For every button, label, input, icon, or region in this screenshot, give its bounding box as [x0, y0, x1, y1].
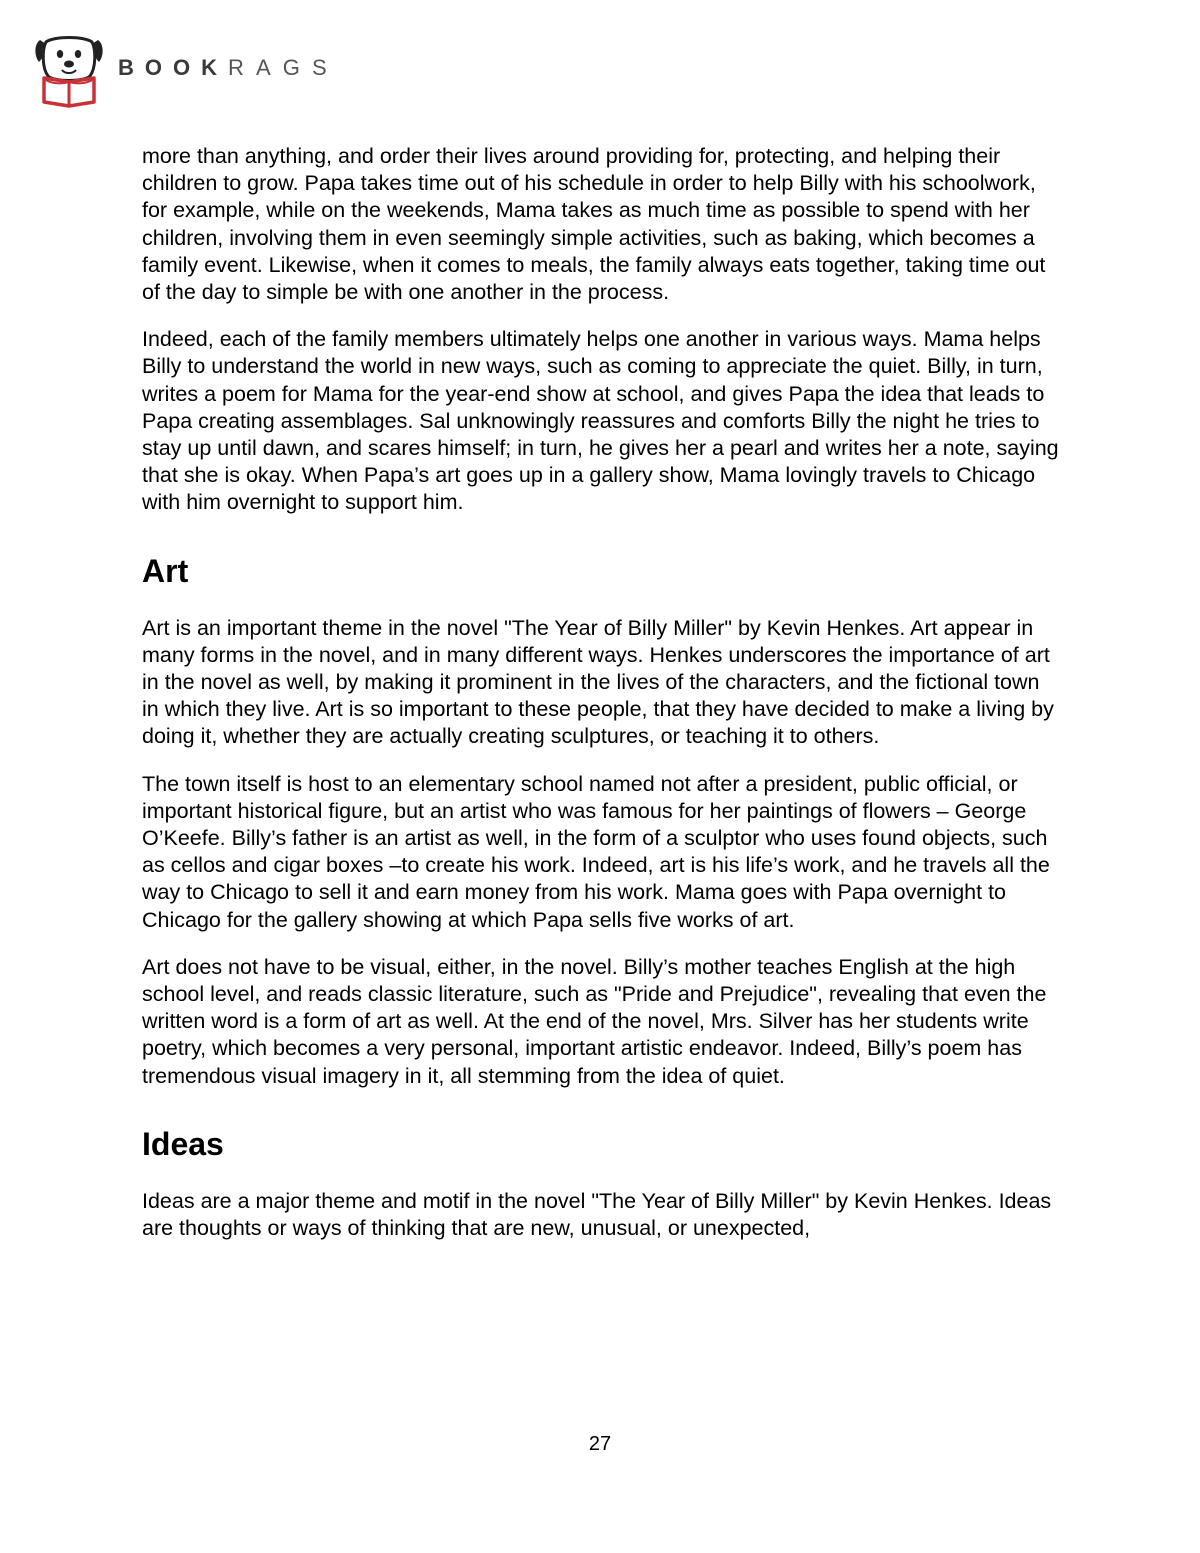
brand-bold-text: BOOK	[118, 55, 228, 80]
body-paragraph: The town itself is host to an elementary school named not after a president, public official, or important historical figure, but an artist who was famous for her paintings of flowers – George O’Keefe. Billy’s father is an artist as well, in the form of a sculptor who uses found objects, such as cellos and cigar boxes –to create his work. Indeed, art is his life’s work, and he travels all the way to Chicago to sell it and earn money from his work. Mama goes with Papa overnight to Chicago for the gallery showing at which Papa sells five works of art.	[142, 771, 1050, 932]
document-body	[142, 143, 1062, 1262]
page-header	[34, 34, 339, 108]
body-paragraph: Art does not have to be visual, either, in the novel. Billy’s mother teaches English at the high school level, and reads classic literature, such as "Pride and Prejudice", revealing that even the written word is a form of art as well. At the end of the novel, Mrs. Silver has her students write poetry, which becomes a very personal, important artistic endeavor. Indeed, Billy’s poem has tremendous visual imagery in it, all stemming from the idea of quiet.	[142, 954, 1047, 1088]
brand-light-text: RAGS	[228, 55, 339, 80]
page-number: 27	[588, 1433, 612, 1455]
bookrags-dog-logo-icon	[34, 34, 104, 108]
body-paragraph: Art is an important theme in the novel "The Year of Billy Miller" by Kevin Henkes. Art appear in many forms in the novel, and in many different ways. Henkes underscores the importance of art in the novel as well, by making it prominent in the lives of the characters, and the fictional town in which they live. Art is so important to these people, that they have decided to make a living by doing it, whether they are actually creating sculptures, or teaching it to others.	[142, 615, 1054, 749]
body-paragraph: more than anything, and order their lives around providing for, protecting, and helping their children to grow. Papa takes time out of his schedule in order to help Billy with his schoolwork, for example, while on the weekends, Mama takes as much time as possible to spend with her children, involving them in even seemingly simple activities, such as baking, which becomes a family event. Likewise, when it comes to meals, the family always eats together, taking time out of the day to simple be with one another in the process.	[142, 144, 1046, 305]
section-heading-art: Art	[142, 552, 189, 589]
body-paragraph: Indeed, each of the family members ultimately helps one another in various ways. Mama helps Billy to understand the world in new ways, such as coming to appreciate the quiet. Billy, in turn, writes a poem for Mama for the year-end show at school, and gives Papa the idea that leads to Papa creating assemblages. Sal unknowingly reassures and comforts Billy the night he tries to stay up until dawn, and scares himself; in turn, he gives her a pearl and writes her a note, saying that she is okay. When Papa’s art goes up in a gallery show, Mama lovingly travels to Chicago with him overnight to support him.	[142, 327, 1059, 515]
section-heading-ideas: Ideas	[142, 1125, 224, 1162]
body-paragraph: Ideas are a major theme and motif in the novel "The Year of Billy Miller" by Kevin Henkes. Ideas are thoughts or ways of thinking that are new, unusual, or unexpected,	[142, 1188, 1052, 1241]
brand-wordmark	[118, 55, 339, 81]
